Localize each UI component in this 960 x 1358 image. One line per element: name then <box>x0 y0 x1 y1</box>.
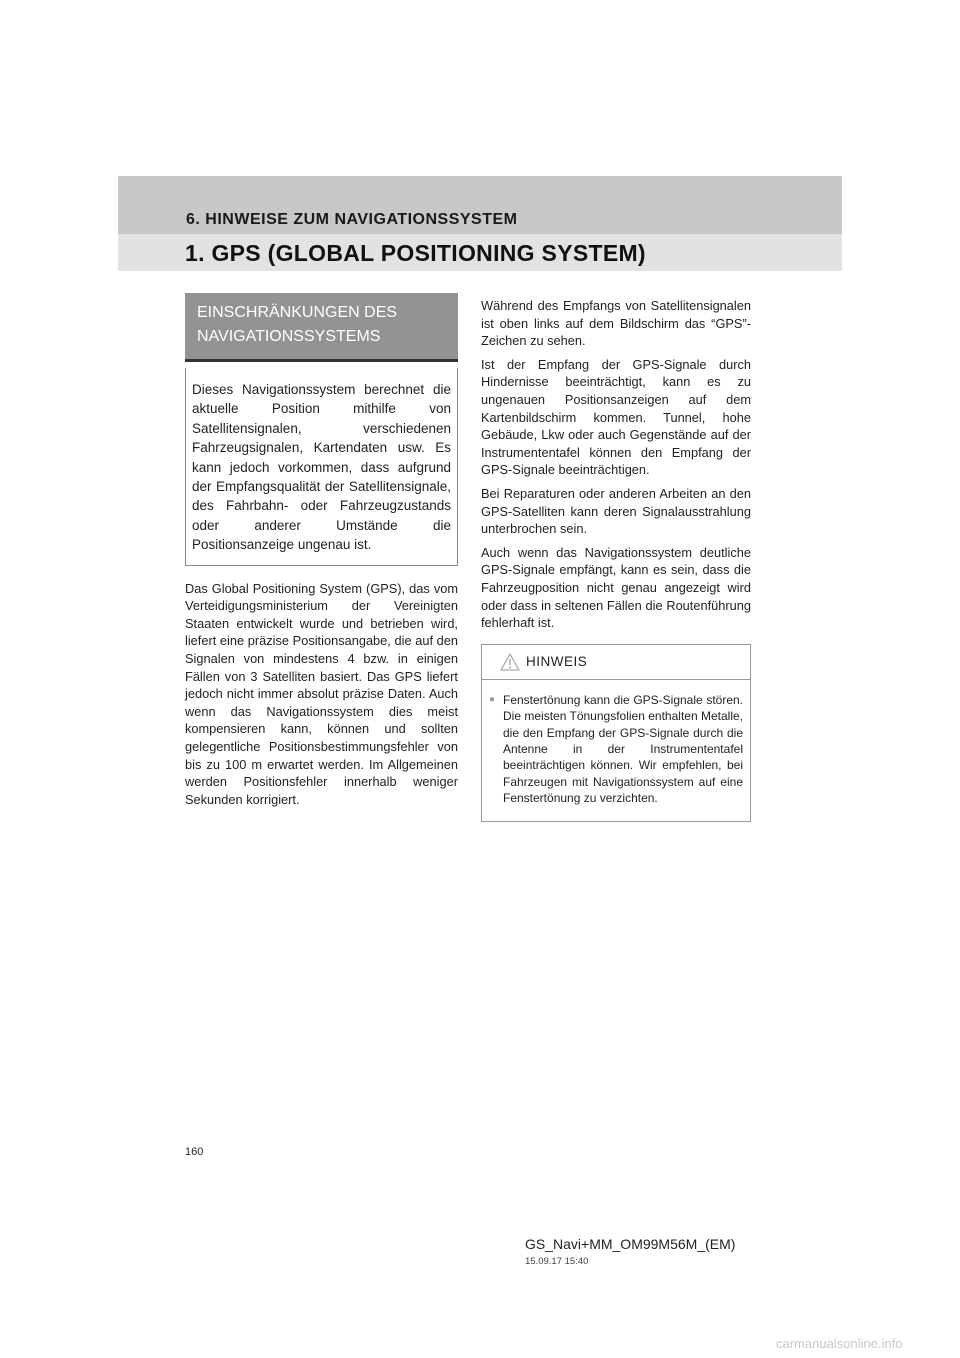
right-paragraph-1: Während des Empfangs von Satellitensignalen ist oben links auf dem Bildschirm das “GPS”-Zeichen zu sehen. <box>481 298 751 349</box>
right-paragraph-2: Ist der Empfang der GPS-Signale durch Hindernisse beeinträchtigt, kann es zu ungenauen Positionsanzeigen auf dem Kartenbildschirm kommen. Tunnel, hohe Gebäude, Lkw oder auch Gegenstände auf der Instrumententafel können den Empfang der GPS-Signale beeinträchtigen. <box>481 356 751 478</box>
document-code: GS_Navi+MM_OM99M56M_(EM) <box>525 1236 736 1252</box>
document-timestamp: 15.09.17 15:40 <box>525 1256 589 1267</box>
info-box-heading-line-1: EINSCHRÄNKUNGEN DES <box>197 304 398 321</box>
left-paragraph: Das Global Positioning System (GPS), das vom Verteidigungsministerium der Vereinigten Staaten entwickelt wurde und betrieben wird, liefert eine präzise Positionsangabe, die auf den Signalen von mindestens 4 bzw. in einigen Fällen von 3 Satelliten basiert. Das GPS liefert jedoch nicht immer absolut präzise Daten. Auch wenn das Navigationssystem dies meist kompensieren kann, können und sollten gelegentliche Positionsbestimmungsfehler von bis zu 100 m erwartet werden. Im Allgemeinen werden Positionsfehler innerhalb weniger Sekunden korrigiert. <box>185 580 458 807</box>
right-paragraph-4: Auch wenn das Navigationssystem deutliche GPS-Signale empfängt, kann es sein, dass die Fahrzeugposition nicht genau angezeigt wird oder dass in seltenen Fällen die Routenführung fehlerhaft ist. <box>481 544 751 631</box>
chapter-title: 6. HINWEISE ZUM NAVIGATIONSSYSTEM <box>186 211 518 228</box>
site-watermark: carmanualsonline.info <box>776 1336 903 1351</box>
notice-heading <box>482 645 750 680</box>
circle-bullet-icon: ● <box>489 693 496 705</box>
section-title: 1. GPS (GLOBAL POSITIONING SYSTEM) <box>185 240 646 266</box>
notice-body <box>482 680 750 821</box>
info-box <box>185 368 458 566</box>
notice-label: HINWEIS <box>526 653 588 669</box>
page-number: 160 <box>185 1146 204 1158</box>
info-box-text: Dieses Navigationssystem berechnet die aktuelle Position mithilfe von Satellitensignalen, verschiedenen Fahrzeugsignalen, Kartendaten usw. Es kann jedoch vorkommen, dass aufgrund der Empfangsqualität der Satellitensignale, des Fahrbahn- oder Fahrzeugzustands oder anderer Umstände die Positionsanzeige ungenau ist. <box>192 382 451 553</box>
right-column <box>481 297 751 822</box>
info-box-heading <box>185 293 458 362</box>
right-paragraph-3: Bei Reparaturen oder anderen Arbeiten an den GPS-Satelliten kann deren Signalausstrahlung unterbrochen sein. <box>481 485 751 537</box>
info-box-heading-line-2: NAVIGATIONSSYSTEMS <box>197 328 381 345</box>
left-column <box>185 293 458 814</box>
notice-text: Fenstertönung kann die GPS-Signale stören. Die meisten Tönungsfolien enthalten Metalle, die den Empfang der GPS-Signale durch die Antenne in der Instrumententafel beeinträchtigen können. Wir empfehlen, bei Fahrzeugen mit Navigationssystem auf eine Fenstertönung zu verzichten. <box>503 692 743 806</box>
warning-triangle-icon <box>500 653 520 676</box>
notice-box <box>481 644 751 822</box>
